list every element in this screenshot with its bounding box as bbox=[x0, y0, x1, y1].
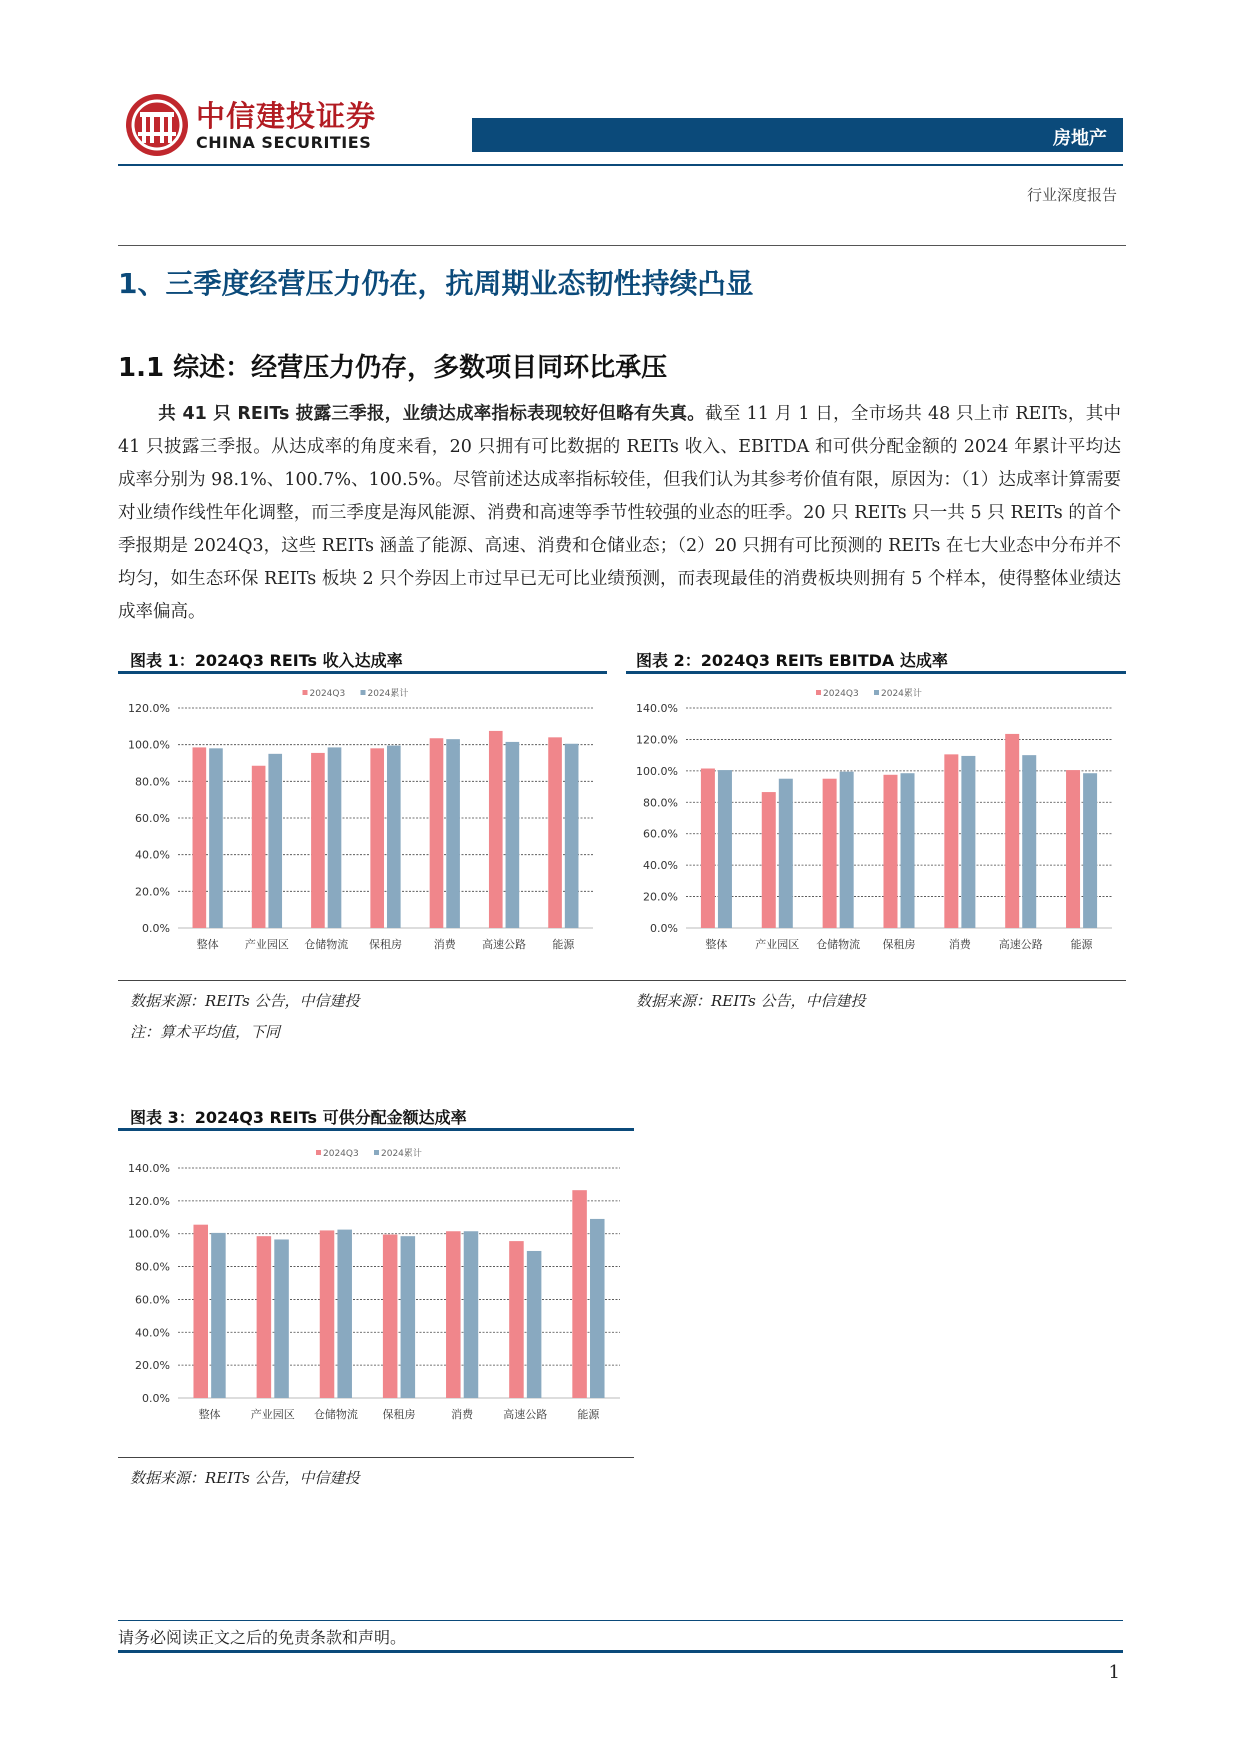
legend-label: 2024累计 bbox=[881, 689, 922, 699]
bar bbox=[509, 1241, 524, 1398]
y-tick-label: 100.0% bbox=[636, 764, 678, 778]
bar bbox=[383, 1235, 398, 1398]
bar bbox=[489, 731, 503, 928]
paragraph-lead: 共 41 只 REITs 披露三季报，业绩达成率指标表现较好但略有失真。 bbox=[158, 404, 706, 424]
y-tick-label: 0.0% bbox=[142, 1392, 170, 1405]
bar bbox=[464, 1231, 479, 1398]
bar bbox=[211, 1233, 226, 1398]
report-type: 行业深度报告 bbox=[1026, 186, 1117, 204]
y-tick-label: 120.0% bbox=[636, 733, 678, 747]
bar bbox=[1066, 770, 1080, 928]
chart-legend bbox=[816, 687, 922, 699]
figure-3-bottom-rule bbox=[118, 1457, 634, 1458]
bar bbox=[762, 792, 776, 928]
x-tick-label: 整体 bbox=[196, 938, 219, 951]
bar bbox=[565, 744, 579, 928]
page-number: 1 bbox=[1108, 1662, 1120, 1683]
x-tick-label: 整体 bbox=[198, 1408, 221, 1421]
x-tick-label: 能源 bbox=[1070, 938, 1093, 951]
figure-2-rule bbox=[626, 671, 1126, 674]
legend-label: 2024Q3 bbox=[309, 689, 346, 699]
y-tick-label: 60.0% bbox=[643, 827, 678, 841]
bar bbox=[1022, 755, 1036, 928]
x-tick-label: 保租房 bbox=[369, 938, 402, 951]
y-tick-label: 140.0% bbox=[128, 1162, 170, 1175]
logo-cn-text: 中信建投证券 bbox=[196, 99, 377, 133]
disclaimer-text: 请务必阅读正文之后的免责条款和声明。 bbox=[118, 1628, 407, 1647]
footer-rule-thick bbox=[118, 1650, 1123, 1653]
legend-swatch bbox=[816, 690, 821, 695]
legend-swatch bbox=[316, 1150, 321, 1155]
bar bbox=[527, 1251, 542, 1398]
x-tick-label: 产业园区 bbox=[244, 938, 289, 951]
bar bbox=[209, 748, 223, 928]
bar bbox=[193, 747, 207, 928]
bar bbox=[328, 747, 342, 928]
header-bar bbox=[472, 118, 1123, 152]
bar bbox=[401, 1236, 416, 1398]
x-tick-label: 消费 bbox=[451, 1408, 474, 1421]
bar bbox=[718, 770, 732, 928]
legend-swatch bbox=[361, 690, 366, 695]
y-tick-label: 20.0% bbox=[135, 1359, 170, 1373]
bar bbox=[961, 756, 975, 928]
y-tick-label: 20.0% bbox=[135, 885, 170, 899]
bar bbox=[387, 746, 401, 928]
legend-label: 2024累计 bbox=[381, 1149, 422, 1159]
x-tick-label: 整体 bbox=[705, 938, 728, 951]
bar bbox=[193, 1225, 208, 1398]
figure-1-rule bbox=[118, 671, 607, 674]
y-tick-label: 60.0% bbox=[135, 1293, 170, 1307]
bar bbox=[446, 1231, 461, 1398]
figure-1-note: 注：算术平均值，下同 bbox=[130, 1023, 281, 1041]
y-tick-label: 80.0% bbox=[135, 1260, 170, 1274]
figure-2-source: 数据来源：REITs 公告，中信建投 bbox=[636, 992, 866, 1010]
figure-2-title: 图表 2：2024Q3 REITs EBITDA 达成率 bbox=[636, 651, 948, 670]
bar bbox=[944, 754, 958, 928]
x-tick-label: 仓储物流 bbox=[816, 938, 861, 951]
bar bbox=[446, 739, 460, 928]
body-paragraph bbox=[118, 398, 1121, 629]
x-tick-label: 消费 bbox=[948, 938, 971, 951]
section-rule bbox=[118, 245, 1126, 246]
x-tick-label: 消费 bbox=[433, 938, 456, 951]
x-tick-label: 高速公路 bbox=[998, 938, 1043, 951]
chart-legend bbox=[316, 1147, 422, 1159]
x-tick-label: 保租房 bbox=[882, 938, 916, 951]
subsection-heading: 1.1 综述：经营压力仍存，多数项目同环比承压 bbox=[118, 353, 668, 383]
x-tick-label: 保租房 bbox=[382, 1408, 416, 1421]
y-tick-label: 80.0% bbox=[643, 796, 678, 810]
bar bbox=[320, 1230, 335, 1398]
x-tick-label: 仓储物流 bbox=[304, 938, 349, 951]
y-tick-label: 0.0% bbox=[142, 922, 170, 935]
bar bbox=[901, 773, 915, 928]
y-tick-label: 40.0% bbox=[135, 1326, 170, 1340]
figure-3-source: 数据来源：REITs 公告，中信建投 bbox=[130, 1469, 360, 1487]
legend-label: 2024Q3 bbox=[823, 689, 859, 699]
bar bbox=[430, 738, 444, 928]
bar bbox=[548, 737, 562, 928]
legend-label: 2024累计 bbox=[367, 689, 409, 699]
bar bbox=[252, 766, 266, 928]
y-tick-label: 60.0% bbox=[135, 812, 170, 825]
figure-1-title: 图表 1：2024Q3 REITs 收入达成率 bbox=[130, 651, 403, 670]
figure-3-chart bbox=[118, 1138, 634, 1438]
x-tick-label: 能源 bbox=[577, 1408, 600, 1421]
bar bbox=[257, 1236, 272, 1398]
legend-swatch bbox=[874, 690, 879, 695]
bar bbox=[883, 775, 897, 928]
bar bbox=[1005, 734, 1019, 928]
china-securities-logo-icon bbox=[124, 92, 190, 158]
y-tick-label: 100.0% bbox=[128, 1227, 170, 1241]
bar bbox=[701, 769, 715, 929]
bar bbox=[506, 742, 520, 928]
bar bbox=[337, 1230, 352, 1398]
bar bbox=[823, 779, 837, 928]
paragraph-body: 截至 11 月 1 日，全市场共 48 只上市 REITs，其中 41 只披露三季报。从达成率的角度来看，20 只拥有可比数据的 REITs 收入、EBITDA 和可供分配金额的 2024 年累计平均达成率分别为 98.1%、100.7%、100.5%。尽管前述达成率指标较佳，但我们认为其参考价值有限，原因为：（1）达成率计算需要对业绩作线性年化调整，而三季度是海风能源、消费和高速等季节性较强的业态的旺季。20 只 REITs 只一共 5 只 REITs 的首个季报期是 2024Q3，这些 REITs 涵盖了能源、高速、消费和仓储业态；（2）20 只拥有可比预测的 REITs 在七大业态中分布并不均匀，如生态环保 REITs 板块 2 只个券因上市过早已无可比业绩预测，而表现最佳的消费板块则拥有 5 个样本，使得整体业绩达成率偏高。 bbox=[118, 404, 1121, 622]
y-tick-label: 140.0% bbox=[636, 702, 678, 715]
y-tick-label: 0.0% bbox=[650, 922, 678, 935]
bar bbox=[1083, 773, 1097, 928]
bar bbox=[268, 754, 282, 928]
bar bbox=[840, 772, 854, 928]
x-tick-label: 高速公路 bbox=[482, 938, 527, 951]
y-tick-label: 120.0% bbox=[128, 1194, 170, 1208]
sector-label: 房地产 bbox=[1053, 128, 1107, 149]
y-tick-label: 20.0% bbox=[643, 890, 678, 904]
bar bbox=[590, 1219, 605, 1398]
figure-1-chart bbox=[118, 678, 607, 968]
x-tick-label: 能源 bbox=[552, 938, 575, 951]
x-tick-label: 高速公路 bbox=[503, 1408, 548, 1421]
chart-legend bbox=[303, 687, 409, 699]
legend-label: 2024Q3 bbox=[323, 1149, 359, 1159]
y-tick-label: 40.0% bbox=[643, 859, 678, 873]
figure-1-source: 数据来源：REITs 公告，中信建投 bbox=[130, 992, 360, 1010]
x-tick-label: 仓储物流 bbox=[313, 1408, 358, 1421]
logo-en-text: CHINA SECURITIES bbox=[196, 133, 372, 152]
bar bbox=[572, 1190, 587, 1398]
bar bbox=[370, 748, 384, 928]
header-rule bbox=[118, 164, 1123, 166]
figures-bottom-rule bbox=[118, 980, 1126, 981]
figure-2-chart bbox=[626, 678, 1126, 968]
legend-swatch bbox=[303, 690, 308, 695]
figure-3-rule bbox=[118, 1128, 634, 1131]
bar bbox=[274, 1239, 289, 1398]
y-tick-label: 80.0% bbox=[135, 775, 170, 789]
x-tick-label: 产业园区 bbox=[250, 1408, 295, 1421]
footer-rule-thin bbox=[118, 1620, 1123, 1621]
figure-3-title: 图表 3：2024Q3 REITs 可供分配金额达成率 bbox=[130, 1108, 467, 1127]
legend-swatch bbox=[374, 1150, 379, 1155]
section-heading: 1、三季度经营压力仍在，抗周期业态韧性持续凸显 bbox=[118, 267, 754, 300]
y-tick-label: 120.0% bbox=[128, 702, 170, 715]
y-tick-label: 40.0% bbox=[135, 848, 170, 862]
bar bbox=[311, 753, 325, 928]
y-tick-label: 100.0% bbox=[128, 738, 170, 752]
x-tick-label: 产业园区 bbox=[755, 938, 800, 951]
bar bbox=[779, 779, 793, 928]
